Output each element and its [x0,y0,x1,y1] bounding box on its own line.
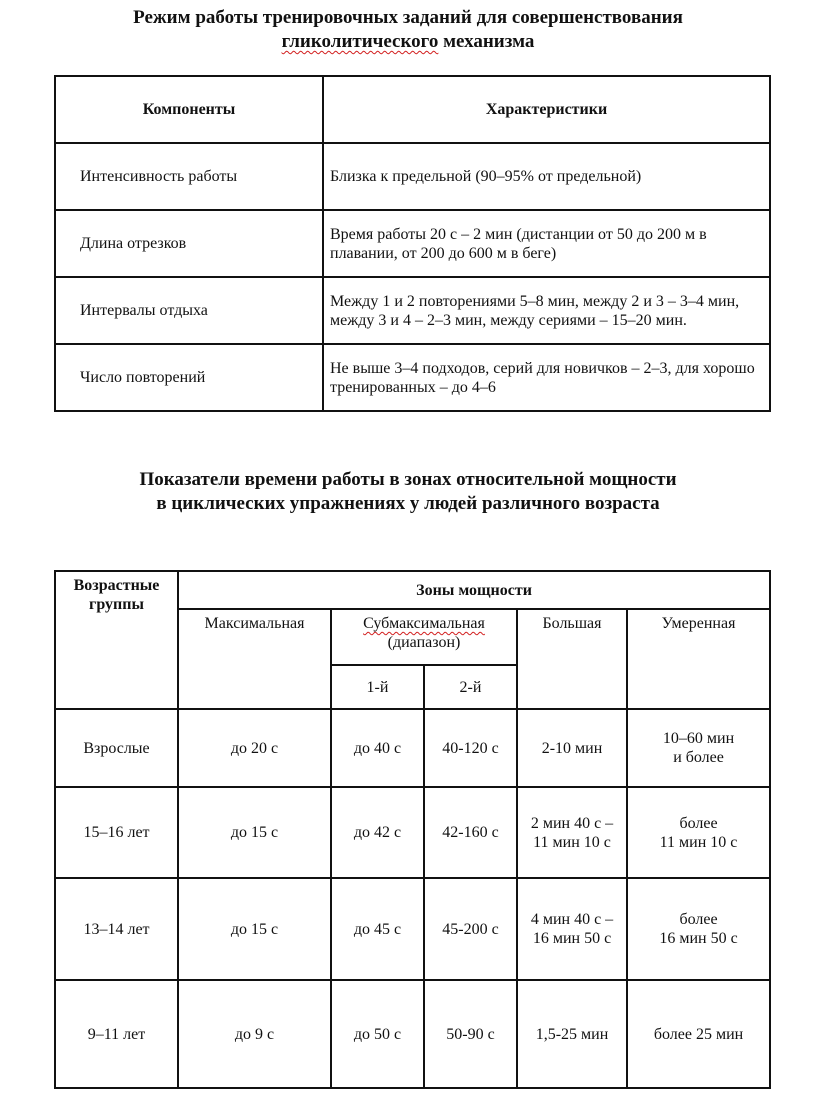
page-title-2 [0,468,816,516]
moderate-cell [627,709,770,787]
table-row [55,878,770,980]
maximal-cell: до 20 с [178,709,331,787]
component-cell: Интервалы отдыха [55,277,323,344]
header-large: Большая [517,609,627,709]
table-row [55,277,770,344]
submax-2-cell: 40-120 с [424,709,517,787]
spellcheck-word: Субмаксимальная [363,615,485,632]
page-title-1 [0,6,816,54]
title-1-line-1: Режим работы тренировочных заданий для совершенствования [133,7,683,28]
header-submaximal [331,609,517,665]
header-moderate: Умеренная [627,609,770,709]
maximal-cell: до 15 с [178,878,331,980]
header-sub-2: 2-й [424,665,517,709]
table-row [55,143,770,210]
moderate-line-1: 10–60 мин [662,730,735,747]
spellcheck-word: гликолитического [281,31,439,52]
power-zones-table [54,570,771,1089]
submax-2-cell: 42-160 с [424,787,517,878]
table-row [55,980,770,1088]
submax-1-cell: до 50 с [331,980,424,1088]
header-components: Компоненты [55,76,323,143]
component-cell: Число повторений [55,344,323,411]
submax-2-cell: 45-200 с [424,878,517,980]
submax-1-cell: до 40 с [331,709,424,787]
large-cell: 1,5-25 мин [517,980,627,1088]
characteristic-cell: Между 1 и 2 повторениями 5–8 мин, между 2 и 3 – 3–4 мин, между 3 и 4 – 2–3 мин, между сериями – 15–20 мин. [323,277,770,344]
table-row [55,787,770,878]
maximal-cell: до 15 с [178,787,331,878]
large-cell [517,787,627,878]
large-cell: 2-10 мин [517,709,627,787]
component-cell: Длина отрезков [55,210,323,277]
maximal-cell: до 9 с [178,980,331,1088]
age-cell: 9–11 лет [55,980,178,1088]
title-2-line-2: в циклических упражнениях у людей различного возраста [156,493,660,514]
age-cell: 13–14 лет [55,878,178,980]
table-row [55,210,770,277]
header-submaximal-range: (диапазон) [387,634,461,651]
moderate-line-2: 11 мин 10 с [659,833,738,851]
moderate-line-1: более [679,814,718,832]
submax-1-cell: до 42 с [331,787,424,878]
moderate-line-2: и более [673,749,724,766]
title-2-line-1: Показатели времени работы в зонах относительной мощности [139,469,677,490]
characteristic-cell: Близка к предельной (90–95% от предельной) [323,143,770,210]
header-sub-1: 1-й [331,665,424,709]
header-power-zones: Зоны мощности [178,571,770,609]
age-cell: 15–16 лет [55,787,178,878]
large-line-1: 4 мин 40 с – [530,911,614,928]
title-1-line-2 [0,30,816,54]
header-age-groups: Возрастные группы [55,571,178,709]
header-characteristics: Характеристики [323,76,770,143]
large-line-1: 2 мин 40 с – [530,814,614,832]
component-cell: Интенсивность работы [55,143,323,210]
moderate-line-1: более [679,911,718,928]
moderate-cell [627,878,770,980]
large-line-2: 11 мин 10 с [533,833,611,851]
characteristic-cell: Не выше 3–4 подходов, серий для новичков – 2–3, для хорошо тренированных – до 4–6 [323,344,770,411]
moderate-line-2: 16 мин 50 с [659,930,738,947]
title-1-line-2-rest: механизма [438,31,535,52]
table-row [55,709,770,787]
training-mode-table [54,75,771,412]
characteristic-cell: Время работы 20 с – 2 мин (дистанции от 50 до 200 м в плавании, от 200 до 600 м в беге) [323,210,770,277]
submax-2-cell: 50-90 с [424,980,517,1088]
moderate-cell [627,787,770,878]
submax-1-cell: до 45 с [331,878,424,980]
large-cell [517,878,627,980]
table-header-row [55,76,770,143]
table-header-row [55,571,770,609]
header-maximal: Максимальная [178,609,331,709]
table-row [55,344,770,411]
age-cell: Взрослые [55,709,178,787]
moderate-cell: более 25 мин [627,980,770,1088]
large-line-2: 16 мин 50 с [532,930,612,947]
